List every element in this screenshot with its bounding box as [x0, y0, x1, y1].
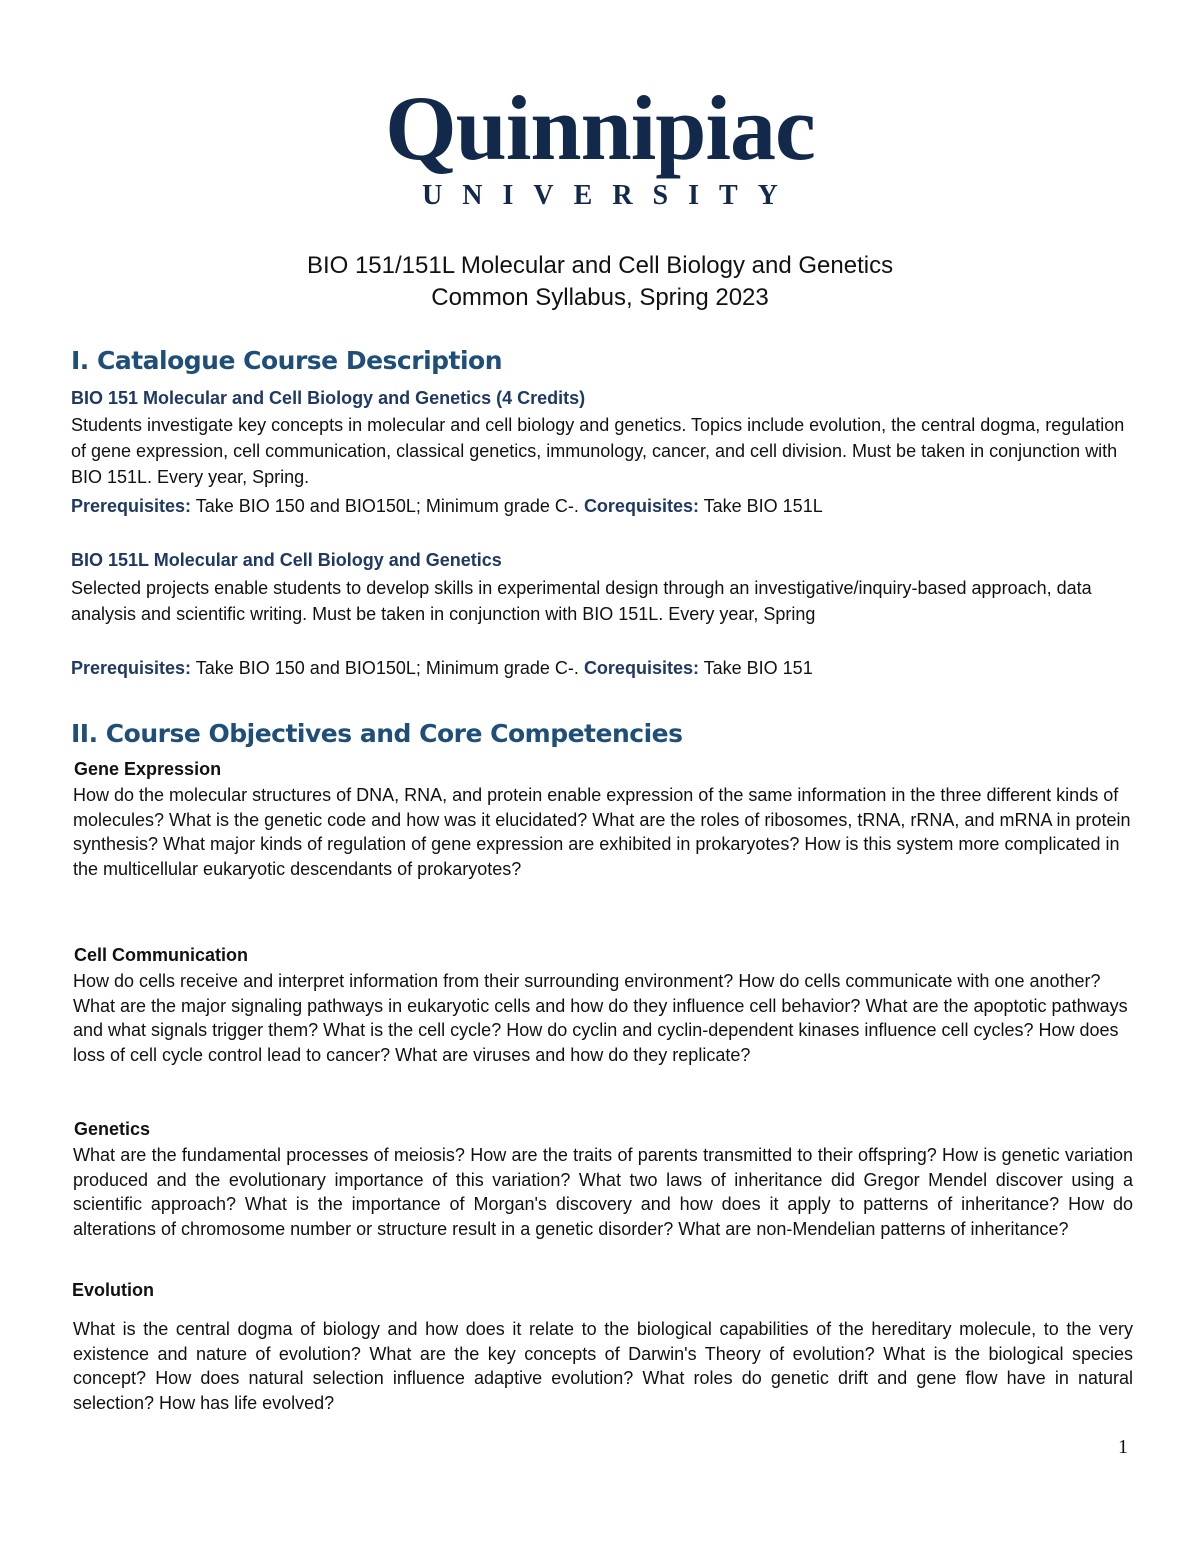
gene-expression-heading: Gene Expression: [74, 759, 222, 779]
logo-wordmark: Quinnipiac: [385, 77, 815, 179]
section-2-heading: II. Course Objectives and Core Competencies: [71, 719, 683, 748]
course-bio151-requirements: [71, 496, 823, 517]
coreq-label: Corequisites:: [583, 496, 699, 516]
section-1-heading: I. Catalogue Course Description: [71, 346, 503, 375]
gene-expression-text: How do the molecular structures of DNA, RNA, and protein enable expression of the same information in the three different kinds of molecules? What is the genetic code and how was it elucidated? What are the roles of ribosomes, tRNA, rRNA, and mRNA in protein synthesis? What major kinds of regulation of gene expression are exhibited in prokaryotes? How is this system more complicated in the multicellular eukaryotic descendants of prokaryotes?: [73, 785, 1131, 879]
document-subtitle: Common Syllabus, Spring 2023: [431, 284, 769, 311]
coreq-text: Take BIO 151: [698, 658, 813, 678]
coreq-label: Corequisites:: [583, 658, 699, 678]
course-bio151l-description: Selected projects enable students to develop skills in experimental design through an investigative/inquiry-based approach, data analysis and scientific writing. Must be taken in conjunction with BIO 151L. Every year, Spring: [71, 578, 1092, 624]
cell-communication-heading: Cell Communication: [74, 945, 249, 965]
prereq-label: Prerequisites:: [71, 658, 192, 678]
prereq-text: Take BIO 150 and BIO150L; Minimum grade C-.: [191, 496, 584, 516]
course-bio151-description: Students investigate key concepts in molecular and cell biology and genetics. Topics include evolution, the central dogma, regulation of gene expression, cell communication, classical genetics, immunology, cancer, and cell division. Must be taken in conjunction with BIO 151L. Every year, Spring.: [71, 415, 1125, 487]
logo-subtitle: UNIVERSITY: [422, 180, 798, 211]
course-bio151l-heading: BIO 151L Molecular and Cell Biology and Genetics: [71, 550, 502, 570]
document-title: BIO 151/151L Molecular and Cell Biology and Genetics: [306, 252, 894, 279]
course-bio151-heading: BIO 151 Molecular and Cell Biology and Genetics (4 Credits): [71, 388, 586, 408]
evolution-heading: Evolution: [72, 1280, 154, 1300]
university-logo: [0, 78, 1200, 212]
genetics-text: What are the fundamental processes of meiosis? How are the traits of parents transmitted to their offspring? How is genetic variation produced and the evolutionary importance of this variation? What two laws of inheritance did Gregor Mendel discover using a scientific approach? What is the importance of Morgan's discovery and how does it apply to patterns of inheritance? How do alterations of chromosome number or structure result in a genetic disorder? What are non-Mendelian patterns of inheritance?: [73, 1145, 1133, 1239]
genetics-heading: Genetics: [74, 1119, 151, 1139]
page-number: 1: [1118, 1436, 1128, 1458]
prereq-text: Take BIO 150 and BIO150L; Minimum grade C-.: [191, 658, 584, 678]
evolution-text: What is the central dogma of biology and how does it relate to the biological capabilities of the hereditary molecule, to the very existence and nature of evolution? What are the key concepts of Darwin's Theory of evolution? What is the biological species concept? How does natural selection influence adaptive evolution? What roles do genetic drift and gene flow have in natural selection? How has life evolved?: [73, 1319, 1133, 1413]
cell-communication-text: How do cells receive and interpret information from their surrounding environment? How do cells communicate with one another? What are the major signaling pathways in eukaryotic cells and how do they influence cell behavior? What are the apoptotic pathways and what signals trigger them? What is the cell cycle? How do cyclin and cyclin-dependent kinases influence cell cycles? How does loss of cell cycle control lead to cancer? What are viruses and how do they replicate?: [73, 971, 1128, 1065]
coreq-text: Take BIO 151L: [698, 496, 823, 516]
prereq-label: Prerequisites:: [71, 496, 192, 516]
course-bio151l-requirements: [71, 658, 813, 679]
